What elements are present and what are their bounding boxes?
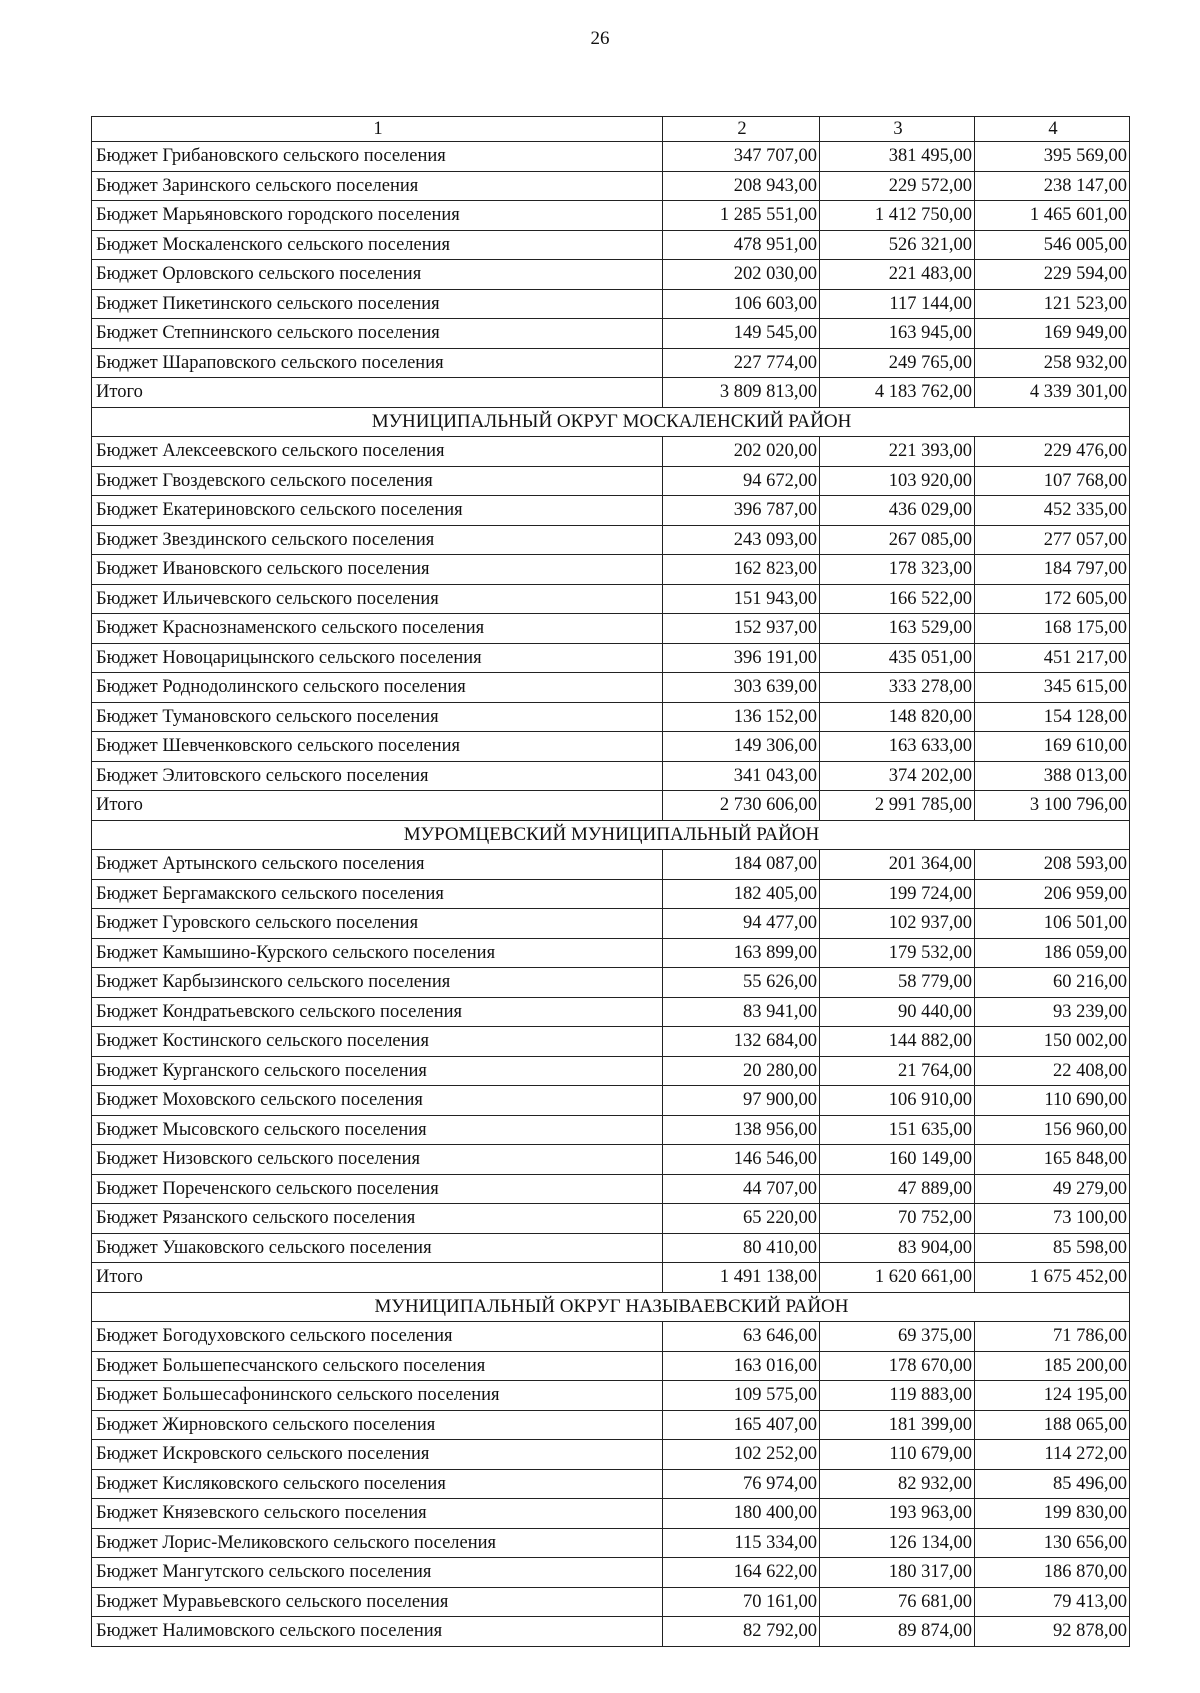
section-heading-row: [92, 1292, 1130, 1322]
total-amount: 2 730 606,00: [663, 791, 820, 821]
budget-name-cell: Бюджет Шевченковского сельского поселения: [92, 732, 663, 762]
amount-cell: 70 752,00: [820, 1204, 975, 1234]
table-row: [92, 1174, 1130, 1204]
table-row: [92, 702, 1130, 732]
amount-cell: 396 787,00: [663, 496, 820, 526]
total-amount: 1 675 452,00: [975, 1263, 1130, 1293]
column-header: 3: [820, 117, 975, 142]
table-row: [92, 584, 1130, 614]
table-row: [92, 673, 1130, 703]
amount-cell: 151 635,00: [820, 1115, 975, 1145]
amount-cell: 83 904,00: [820, 1233, 975, 1263]
amount-cell: 163 016,00: [663, 1351, 820, 1381]
amount-cell: 221 483,00: [820, 260, 975, 290]
table-row: [92, 289, 1130, 319]
amount-cell: 185 200,00: [975, 1351, 1130, 1381]
amount-cell: 229 476,00: [975, 437, 1130, 467]
amount-cell: 381 495,00: [820, 142, 975, 172]
amount-cell: 206 959,00: [975, 879, 1130, 909]
amount-cell: 94 477,00: [663, 909, 820, 939]
table-row: [92, 614, 1130, 644]
amount-cell: 169 610,00: [975, 732, 1130, 762]
budget-name-cell: Бюджет Камышино-Курского сельского поселения: [92, 938, 663, 968]
amount-cell: 201 364,00: [820, 850, 975, 880]
budget-name-cell: Бюджет Екатериновского сельского поселения: [92, 496, 663, 526]
amount-cell: 163 899,00: [663, 938, 820, 968]
column-header: 2: [663, 117, 820, 142]
amount-cell: 76 974,00: [663, 1469, 820, 1499]
table-row: [92, 761, 1130, 791]
total-row: [92, 791, 1130, 821]
table-row: [92, 1410, 1130, 1440]
budget-name-cell: Бюджет Шараповского сельского поселения: [92, 348, 663, 378]
amount-cell: 208 593,00: [975, 850, 1130, 880]
table-row: [92, 1145, 1130, 1175]
total-label: Итого: [92, 378, 663, 408]
amount-cell: 20 280,00: [663, 1056, 820, 1086]
amount-cell: 388 013,00: [975, 761, 1130, 791]
amount-cell: 55 626,00: [663, 968, 820, 998]
table-row: [92, 1587, 1130, 1617]
amount-cell: 303 639,00: [663, 673, 820, 703]
budget-name-cell: Бюджет Мысовского сельского поселения: [92, 1115, 663, 1145]
amount-cell: 60 216,00: [975, 968, 1130, 998]
amount-cell: 347 707,00: [663, 142, 820, 172]
amount-cell: 90 440,00: [820, 997, 975, 1027]
amount-cell: 172 605,00: [975, 584, 1130, 614]
amount-cell: 148 820,00: [820, 702, 975, 732]
table-row: [92, 1204, 1130, 1234]
table-row: [92, 437, 1130, 467]
table-row: [92, 319, 1130, 349]
table-row: [92, 260, 1130, 290]
amount-cell: 119 883,00: [820, 1381, 975, 1411]
amount-cell: 184 797,00: [975, 555, 1130, 585]
amount-cell: 193 963,00: [820, 1499, 975, 1529]
amount-cell: 180 317,00: [820, 1558, 975, 1588]
table-row: [92, 938, 1130, 968]
amount-cell: 109 575,00: [663, 1381, 820, 1411]
table-row: [92, 555, 1130, 585]
amount-cell: 238 147,00: [975, 171, 1130, 201]
amount-cell: 136 152,00: [663, 702, 820, 732]
amount-cell: 138 956,00: [663, 1115, 820, 1145]
table-row: [92, 1233, 1130, 1263]
amount-cell: 58 779,00: [820, 968, 975, 998]
budget-name-cell: Бюджет Ушаковского сельского поселения: [92, 1233, 663, 1263]
table-row: [92, 1351, 1130, 1381]
table-row: [92, 1469, 1130, 1499]
amount-cell: 92 878,00: [975, 1617, 1130, 1647]
amount-cell: 102 937,00: [820, 909, 975, 939]
table-row: [92, 909, 1130, 939]
amount-cell: 44 707,00: [663, 1174, 820, 1204]
budget-name-cell: Бюджет Орловского сельского поселения: [92, 260, 663, 290]
amount-cell: 345 615,00: [975, 673, 1130, 703]
amount-cell: 115 334,00: [663, 1528, 820, 1558]
page-number: 26: [590, 28, 610, 49]
column-header: 4: [975, 117, 1130, 142]
budget-name-cell: Бюджет Рязанского сельского поселения: [92, 1204, 663, 1234]
table-row: [92, 525, 1130, 555]
amount-cell: 178 670,00: [820, 1351, 975, 1381]
amount-cell: 395 569,00: [975, 142, 1130, 172]
amount-cell: 114 272,00: [975, 1440, 1130, 1470]
budget-name-cell: Бюджет Костинского сельского поселения: [92, 1027, 663, 1057]
amount-cell: 451 217,00: [975, 643, 1130, 673]
amount-cell: 179 532,00: [820, 938, 975, 968]
amount-cell: 208 943,00: [663, 171, 820, 201]
budget-name-cell: Бюджет Большепесчанского сельского поселения: [92, 1351, 663, 1381]
budget-name-cell: Бюджет Муравьевского сельского поселения: [92, 1587, 663, 1617]
table-row: [92, 201, 1130, 231]
budget-name-cell: Бюджет Карбызинского сельского поселения: [92, 968, 663, 998]
total-label: Итого: [92, 1263, 663, 1293]
total-label: Итого: [92, 791, 663, 821]
amount-cell: 435 051,00: [820, 643, 975, 673]
amount-cell: 168 175,00: [975, 614, 1130, 644]
amount-cell: 526 321,00: [820, 230, 975, 260]
total-amount: 2 991 785,00: [820, 791, 975, 821]
amount-cell: 110 679,00: [820, 1440, 975, 1470]
amount-cell: 132 684,00: [663, 1027, 820, 1057]
budget-name-cell: Бюджет Тумановского сельского поселения: [92, 702, 663, 732]
total-amount: 4 339 301,00: [975, 378, 1130, 408]
column-header: 1: [92, 117, 663, 142]
budget-name-cell: Бюджет Краснознаменского сельского поселения: [92, 614, 663, 644]
table-row: [92, 142, 1130, 172]
amount-cell: 546 005,00: [975, 230, 1130, 260]
amount-cell: 156 960,00: [975, 1115, 1130, 1145]
amount-cell: 249 765,00: [820, 348, 975, 378]
table-row: [92, 1086, 1130, 1116]
budget-name-cell: Бюджет Курганского сельского поселения: [92, 1056, 663, 1086]
amount-cell: 202 030,00: [663, 260, 820, 290]
budget-name-cell: Бюджет Марьяновского городского поселения: [92, 201, 663, 231]
amount-cell: 229 572,00: [820, 171, 975, 201]
table-row: [92, 1440, 1130, 1470]
amount-cell: 160 149,00: [820, 1145, 975, 1175]
table-row: [92, 879, 1130, 909]
budget-name-cell: Бюджет Богодуховского сельского поселения: [92, 1322, 663, 1352]
amount-cell: 110 690,00: [975, 1086, 1130, 1116]
amount-cell: 163 633,00: [820, 732, 975, 762]
budget-name-cell: Бюджет Налимовского сельского поселения: [92, 1617, 663, 1647]
amount-cell: 396 191,00: [663, 643, 820, 673]
amount-cell: 103 920,00: [820, 466, 975, 496]
budget-name-cell: Бюджет Пореченского сельского поселения: [92, 1174, 663, 1204]
table-row: [92, 348, 1130, 378]
amount-cell: 106 501,00: [975, 909, 1130, 939]
budget-name-cell: Бюджет Кондратьевского сельского поселения: [92, 997, 663, 1027]
total-amount: 3 809 813,00: [663, 378, 820, 408]
amount-cell: 121 523,00: [975, 289, 1130, 319]
table-row: [92, 1056, 1130, 1086]
amount-cell: 146 546,00: [663, 1145, 820, 1175]
amount-cell: 69 375,00: [820, 1322, 975, 1352]
amount-cell: 76 681,00: [820, 1587, 975, 1617]
budget-name-cell: Бюджет Моховского сельского поселения: [92, 1086, 663, 1116]
total-amount: 1 491 138,00: [663, 1263, 820, 1293]
amount-cell: 166 522,00: [820, 584, 975, 614]
amount-cell: 49 279,00: [975, 1174, 1130, 1204]
table-row: [92, 1115, 1130, 1145]
budget-name-cell: Бюджет Алексеевского сельского поселения: [92, 437, 663, 467]
amount-cell: 144 882,00: [820, 1027, 975, 1057]
budget-name-cell: Бюджет Роднодолинского сельского поселения: [92, 673, 663, 703]
table-row: [92, 171, 1130, 201]
amount-cell: 154 128,00: [975, 702, 1130, 732]
budget-name-cell: Бюджет Князевского сельского поселения: [92, 1499, 663, 1529]
amount-cell: 149 545,00: [663, 319, 820, 349]
amount-cell: 130 656,00: [975, 1528, 1130, 1558]
table-row: [92, 1528, 1130, 1558]
total-row: [92, 1263, 1130, 1293]
budget-name-cell: Бюджет Артынского сельского поселения: [92, 850, 663, 880]
table-row: [92, 643, 1130, 673]
budget-name-cell: Бюджет Искровского сельского поселения: [92, 1440, 663, 1470]
amount-cell: 165 848,00: [975, 1145, 1130, 1175]
amount-cell: 199 830,00: [975, 1499, 1130, 1529]
budget-name-cell: Бюджет Заринского сельского поселения: [92, 171, 663, 201]
amount-cell: 65 220,00: [663, 1204, 820, 1234]
amount-cell: 89 874,00: [820, 1617, 975, 1647]
amount-cell: 150 002,00: [975, 1027, 1130, 1057]
budget-name-cell: Бюджет Кисляковского сельского поселения: [92, 1469, 663, 1499]
amount-cell: 162 823,00: [663, 555, 820, 585]
amount-cell: 102 252,00: [663, 1440, 820, 1470]
amount-cell: 106 603,00: [663, 289, 820, 319]
amount-cell: 178 323,00: [820, 555, 975, 585]
amount-cell: 70 161,00: [663, 1587, 820, 1617]
amount-cell: 163 529,00: [820, 614, 975, 644]
amount-cell: 22 408,00: [975, 1056, 1130, 1086]
table-row: [92, 496, 1130, 526]
amount-cell: 341 043,00: [663, 761, 820, 791]
amount-cell: 97 900,00: [663, 1086, 820, 1116]
amount-cell: 452 335,00: [975, 496, 1130, 526]
budget-name-cell: Бюджет Пикетинского сельского поселения: [92, 289, 663, 319]
budget-name-cell: Бюджет Жирновского сельского поселения: [92, 1410, 663, 1440]
section-heading: МУРОМЦЕВСКИЙ МУНИЦИПАЛЬНЫЙ РАЙОН: [92, 820, 1130, 850]
amount-cell: 229 594,00: [975, 260, 1130, 290]
amount-cell: 107 768,00: [975, 466, 1130, 496]
section-heading: МУНИЦИПАЛЬНЫЙ ОКРУГ МОСКАЛЕНСКИЙ РАЙОН: [92, 407, 1130, 437]
amount-cell: 85 598,00: [975, 1233, 1130, 1263]
section-heading-row: [92, 407, 1130, 437]
table-row: [92, 1027, 1130, 1057]
budget-name-cell: Бюджет Степнинского сельского поселения: [92, 319, 663, 349]
amount-cell: 182 405,00: [663, 879, 820, 909]
budget-name-cell: Бюджет Мангутского сельского поселения: [92, 1558, 663, 1588]
amount-cell: 267 085,00: [820, 525, 975, 555]
section-heading: МУНИЦИПАЛЬНЫЙ ОКРУГ НАЗЫВАЕВСКИЙ РАЙОН: [92, 1292, 1130, 1322]
column-header-row: [92, 117, 1130, 142]
amount-cell: 164 622,00: [663, 1558, 820, 1588]
amount-cell: 47 889,00: [820, 1174, 975, 1204]
amount-cell: 186 870,00: [975, 1558, 1130, 1588]
budget-name-cell: Бюджет Элитовского сельского поселения: [92, 761, 663, 791]
table-row: [92, 997, 1130, 1027]
budget-table: [91, 116, 1130, 1647]
amount-cell: 1 285 551,00: [663, 201, 820, 231]
table-row: [92, 1322, 1130, 1352]
amount-cell: 165 407,00: [663, 1410, 820, 1440]
amount-cell: 277 057,00: [975, 525, 1130, 555]
budget-name-cell: Бюджет Ивановского сельского поселения: [92, 555, 663, 585]
table-row: [92, 230, 1130, 260]
amount-cell: 1 465 601,00: [975, 201, 1130, 231]
amount-cell: 21 764,00: [820, 1056, 975, 1086]
amount-cell: 63 646,00: [663, 1322, 820, 1352]
budget-name-cell: Бюджет Грибановского сельского поселения: [92, 142, 663, 172]
table-row: [92, 732, 1130, 762]
budget-name-cell: Бюджет Бергамакского сельского поселения: [92, 879, 663, 909]
amount-cell: 93 239,00: [975, 997, 1130, 1027]
amount-cell: 199 724,00: [820, 879, 975, 909]
amount-cell: 82 932,00: [820, 1469, 975, 1499]
total-amount: 4 183 762,00: [820, 378, 975, 408]
amount-cell: 227 774,00: [663, 348, 820, 378]
amount-cell: 71 786,00: [975, 1322, 1130, 1352]
budget-name-cell: Бюджет Звездинского сельского поселения: [92, 525, 663, 555]
amount-cell: 258 932,00: [975, 348, 1130, 378]
amount-cell: 73 100,00: [975, 1204, 1130, 1234]
table-row: [92, 968, 1130, 998]
amount-cell: 151 943,00: [663, 584, 820, 614]
amount-cell: 83 941,00: [663, 997, 820, 1027]
table-row: [92, 1617, 1130, 1647]
budget-name-cell: Бюджет Новоцарицынского сельского поселения: [92, 643, 663, 673]
amount-cell: 333 278,00: [820, 673, 975, 703]
table-row: [92, 466, 1130, 496]
amount-cell: 82 792,00: [663, 1617, 820, 1647]
table-body: [92, 117, 1130, 1647]
table-row: [92, 1558, 1130, 1588]
amount-cell: 85 496,00: [975, 1469, 1130, 1499]
amount-cell: 80 410,00: [663, 1233, 820, 1263]
amount-cell: 126 134,00: [820, 1528, 975, 1558]
section-heading-row: [92, 820, 1130, 850]
amount-cell: 169 949,00: [975, 319, 1130, 349]
amount-cell: 1 412 750,00: [820, 201, 975, 231]
amount-cell: 184 087,00: [663, 850, 820, 880]
budget-name-cell: Бюджет Ильичевского сельского поселения: [92, 584, 663, 614]
amount-cell: 221 393,00: [820, 437, 975, 467]
amount-cell: 374 202,00: [820, 761, 975, 791]
amount-cell: 436 029,00: [820, 496, 975, 526]
budget-name-cell: Бюджет Низовского сельского поселения: [92, 1145, 663, 1175]
amount-cell: 124 195,00: [975, 1381, 1130, 1411]
amount-cell: 188 065,00: [975, 1410, 1130, 1440]
amount-cell: 149 306,00: [663, 732, 820, 762]
budget-name-cell: Бюджет Гуровского сельского поселения: [92, 909, 663, 939]
amount-cell: 243 093,00: [663, 525, 820, 555]
amount-cell: 478 951,00: [663, 230, 820, 260]
budget-name-cell: Бюджет Большесафонинского сельского поселения: [92, 1381, 663, 1411]
amount-cell: 180 400,00: [663, 1499, 820, 1529]
amount-cell: 94 672,00: [663, 466, 820, 496]
amount-cell: 186 059,00: [975, 938, 1130, 968]
budget-name-cell: Бюджет Лорис-Меликовского сельского поселения: [92, 1528, 663, 1558]
budget-name-cell: Бюджет Москаленского сельского поселения: [92, 230, 663, 260]
amount-cell: 79 413,00: [975, 1587, 1130, 1617]
amount-cell: 106 910,00: [820, 1086, 975, 1116]
amount-cell: 202 020,00: [663, 437, 820, 467]
amount-cell: 163 945,00: [820, 319, 975, 349]
amount-cell: 117 144,00: [820, 289, 975, 319]
amount-cell: 181 399,00: [820, 1410, 975, 1440]
table-row: [92, 1499, 1130, 1529]
budget-name-cell: Бюджет Гвоздевского сельского поселения: [92, 466, 663, 496]
total-row: [92, 378, 1130, 408]
total-amount: 1 620 661,00: [820, 1263, 975, 1293]
table-row: [92, 850, 1130, 880]
total-amount: 3 100 796,00: [975, 791, 1130, 821]
amount-cell: 152 937,00: [663, 614, 820, 644]
table-row: [92, 1381, 1130, 1411]
